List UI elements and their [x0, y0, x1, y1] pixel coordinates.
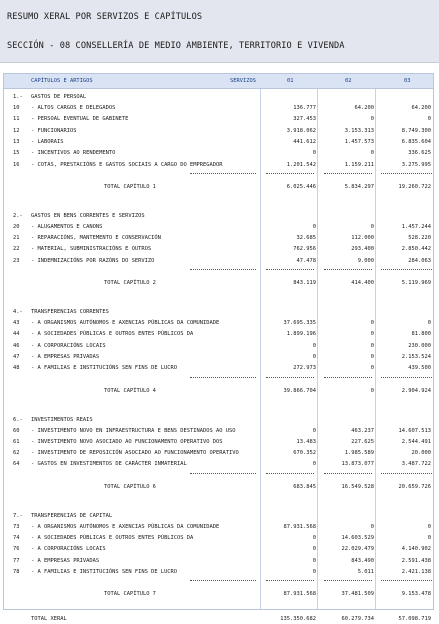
table-row — [4, 104, 433, 113]
row-description: TOTAL XERAL — [31, 616, 67, 623]
row-code: 20 — [13, 223, 20, 230]
row-description: - INVESTIMENTO NOVO ASOCIADO AO FUNCIONAMENTO OPERATIVO DOS — [31, 438, 223, 445]
value-service-03: 14.607.513 — [398, 427, 431, 434]
value-service-02: 64.200 — [354, 105, 374, 111]
value-service-01: 0 — [312, 342, 316, 349]
value-service-02: 293.400 — [351, 246, 374, 253]
row-description: - A SOCIEDADES PÚBLICAS E OUTROS ENTES PÚBLICOS DA — [31, 535, 194, 541]
row-code: 16 — [13, 161, 20, 168]
value-service-01: 843.119 — [293, 280, 316, 286]
value-service-01: 441.612 — [293, 138, 316, 145]
total-separator — [381, 377, 432, 378]
value-service-03: 0 — [427, 523, 431, 530]
table-row — [4, 438, 433, 447]
value-service-02: 112.000 — [351, 235, 374, 242]
row-description: - FUNCIONARIOS — [31, 127, 77, 134]
chapter-heading-row — [4, 416, 433, 425]
table-row — [4, 460, 433, 469]
value-service-02: 227.625 — [351, 438, 374, 445]
total-separator — [190, 473, 256, 474]
value-service-03: 20.659.726 — [398, 483, 431, 490]
row-description: TOTAL CAPÍTULO 4 — [104, 387, 156, 394]
total-separator — [324, 269, 372, 270]
budget-table — [3, 73, 434, 623]
value-service-01: 1.899.196 — [286, 331, 316, 338]
total-separator — [266, 269, 314, 270]
value-service-03: 5.119.969 — [401, 280, 431, 286]
table-row — [4, 115, 433, 124]
table-row — [4, 557, 433, 566]
row-code: 60 — [13, 427, 20, 434]
value-service-03: 2.591.438 — [401, 557, 431, 564]
table-row — [4, 234, 433, 243]
value-service-01: 0 — [312, 427, 316, 434]
row-code: 4.- — [13, 309, 23, 315]
row-description: GASTOS EN BENS CORRENTES E SERVIZOS — [31, 212, 145, 219]
total-separator — [324, 377, 372, 378]
row-description: TRANSFERENCIAS CORRENTES — [31, 309, 109, 315]
value-service-03: 2.904.924 — [401, 387, 431, 394]
value-service-01: 6.025.446 — [286, 183, 316, 190]
value-service-01: 39.866.704 — [283, 387, 316, 394]
value-service-02: 13.873.077 — [341, 461, 374, 468]
value-service-03: 0 — [427, 320, 431, 326]
value-service-03: 8.749.300 — [401, 127, 431, 134]
row-description: - INDEMNIZACIÓNS POR RAZÓNS DO SERVIZO — [31, 257, 155, 264]
total-separator — [324, 173, 372, 174]
table-row — [4, 545, 433, 554]
row-description: TOTAL CAPÍTULO 1 — [104, 183, 156, 190]
value-service-02: 1.457.573 — [344, 138, 374, 145]
value-service-03: 0 — [427, 535, 431, 541]
row-description: TOTAL CAPÍTULO 7 — [104, 591, 156, 598]
grand-total-row — [4, 615, 433, 624]
row-code: 1.- — [13, 94, 23, 100]
row-code: 78 — [13, 568, 20, 575]
value-service-01: 0 — [312, 557, 316, 564]
table-row — [4, 523, 433, 532]
value-service-03: 336.625 — [408, 150, 431, 157]
row-description: - A CORPORACIÓNS LOCAIS — [31, 546, 106, 553]
value-service-02: 0 — [370, 523, 374, 530]
value-service-03: 3.487.722 — [401, 461, 431, 468]
table-row — [4, 534, 433, 543]
value-service-02: 1.985.589 — [344, 450, 374, 457]
chapter-heading-row — [4, 308, 433, 317]
value-service-02: 14.603.529 — [341, 535, 374, 541]
row-description: - ALUGAMENTOS E CANONS — [31, 223, 103, 230]
table-row — [4, 223, 433, 232]
col-service-01: 01 — [287, 78, 294, 84]
value-service-03: 2.850.442 — [401, 246, 431, 253]
value-service-03: 6.835.604 — [401, 138, 431, 145]
value-service-03: 57.098.719 — [398, 616, 431, 623]
row-code: 23 — [13, 257, 20, 264]
row-code: 48 — [13, 365, 20, 372]
row-description: - A CORPORACIÓNS LOCAIS — [31, 342, 106, 349]
total-separator — [266, 580, 314, 581]
row-description: - A EMPRESAS PRIVADAS — [31, 557, 100, 564]
value-service-01: 136.777 — [293, 105, 316, 111]
value-service-02: 463.237 — [351, 427, 374, 434]
value-service-01: 47.478 — [296, 257, 316, 264]
value-service-03: 0 — [427, 116, 431, 123]
row-description: TRANSFERENCIAS DE CAPITAL — [31, 512, 113, 519]
table-row — [4, 149, 433, 158]
row-description: - INCENTIVOS AO RENDEMENTO — [31, 150, 116, 157]
row-code: 43 — [13, 320, 20, 326]
value-service-02: 0 — [370, 387, 374, 394]
row-code: 11 — [13, 116, 20, 123]
value-service-03: 1.457.244 — [401, 223, 431, 230]
row-code: 62 — [13, 450, 20, 457]
value-service-02: 37.481.509 — [341, 591, 374, 598]
value-service-03: 2.153.524 — [401, 353, 431, 360]
table-row — [4, 138, 433, 147]
table-column-header — [4, 74, 433, 89]
row-description: - A ORGANISMOS AUTÓNOMOS E AXENCIAS PÚBLICAS DA COMUNIDADE — [31, 320, 220, 326]
value-service-03: 2.421.138 — [401, 568, 431, 575]
row-code: 64 — [13, 461, 20, 468]
table-row — [4, 161, 433, 170]
table-row — [4, 257, 433, 266]
value-service-01: 37.695.335 — [283, 320, 316, 326]
row-code: 61 — [13, 438, 20, 445]
value-service-02: 414.400 — [351, 280, 374, 286]
value-service-02: 843.490 — [351, 557, 374, 564]
value-service-02: 16.549.528 — [341, 483, 374, 490]
total-separator — [324, 473, 372, 474]
value-service-01: 1.201.542 — [286, 161, 316, 168]
chapter-total-row — [4, 483, 433, 492]
value-service-01: 0 — [312, 461, 316, 468]
row-description: - A EMPRESAS PRIVADAS — [31, 353, 100, 360]
row-description: TOTAL CAPÍTULO 6 — [104, 483, 156, 490]
row-description: - A FAMILIAS E INSTITUCIÓNS SEN FINS DE LUCRO — [31, 365, 178, 372]
table-row — [4, 568, 433, 577]
row-description: - GASTOS EN INVESTIMENTOS DE CARÁCTER INMATERIAL — [31, 461, 187, 468]
value-service-01: 87.931.568 — [283, 523, 316, 530]
value-service-03: 284.063 — [408, 257, 431, 264]
row-code: 73 — [13, 523, 20, 530]
chapter-heading-row — [4, 212, 433, 221]
report-header — [0, 0, 439, 63]
row-description: - ALTOS CARGOS E DELEGADOS — [31, 105, 116, 111]
row-description: - LABORAIS — [31, 138, 64, 145]
row-code: 12 — [13, 127, 20, 134]
value-service-02: 0 — [370, 365, 374, 372]
table-row — [4, 427, 433, 436]
table-row — [4, 342, 433, 351]
total-separator — [190, 269, 256, 270]
value-service-02: 5.011 — [357, 568, 374, 575]
chapter-heading-row — [4, 93, 433, 102]
value-service-02: 22.029.479 — [341, 546, 374, 553]
value-service-02: 0 — [370, 150, 374, 157]
row-code: 7.- — [13, 512, 23, 519]
value-service-03: 9.153.478 — [401, 591, 431, 598]
value-service-03: 2.544.491 — [401, 438, 431, 445]
table-row — [4, 245, 433, 254]
value-service-01: 135.350.682 — [280, 616, 316, 623]
value-service-01: 0 — [312, 150, 316, 157]
value-service-01: 683.845 — [293, 483, 316, 490]
value-service-02: 3.153.313 — [344, 127, 374, 134]
value-service-02: 9.000 — [357, 257, 374, 264]
chapter-total-row — [4, 387, 433, 396]
value-service-03: 3.275.995 — [401, 161, 431, 168]
chapter-heading-row — [4, 512, 433, 521]
section-title: SECCIÓN - 08 CONSELLERÍA DE MEDIO AMBIENTE, TERRITORIO E VIVENDA — [7, 41, 345, 51]
value-service-03: 528.220 — [408, 235, 431, 242]
chapter-total-row — [4, 279, 433, 288]
value-service-03: 19.260.722 — [398, 183, 431, 190]
value-service-01: 272.973 — [293, 365, 316, 372]
table-row — [4, 353, 433, 362]
value-service-01: 0 — [312, 223, 316, 230]
row-code: 74 — [13, 535, 20, 541]
value-service-01: 0 — [312, 353, 316, 360]
row-description: - A SOCIEDADES PÚBLICAS E OUTROS ENTES PÚBLICOS DA — [31, 331, 194, 338]
value-service-03: 20.000 — [411, 450, 431, 457]
col-chapters-label: CAPÍTULOS E ARTIGOS — [31, 78, 93, 84]
total-separator — [381, 173, 432, 174]
row-description: GASTOS DE PERSOAL — [31, 94, 87, 100]
row-code: 21 — [13, 235, 20, 242]
row-code: 44 — [13, 331, 20, 338]
value-service-01: 13.483 — [296, 438, 316, 445]
row-code: 76 — [13, 546, 20, 553]
value-service-01: 32.685 — [296, 235, 316, 242]
value-service-01: 0 — [312, 535, 316, 541]
row-description: - INVESTIMENTO NOVO EN INFRAESTRUCTURA E BENS DESTINADOS AO USO — [31, 427, 236, 434]
row-description: TOTAL CAPÍTULO 2 — [104, 280, 156, 286]
total-separator — [190, 173, 256, 174]
value-service-02: 0 — [370, 320, 374, 326]
total-separator — [266, 377, 314, 378]
row-code: 47 — [13, 353, 20, 360]
total-separator — [381, 473, 432, 474]
total-separator — [190, 580, 256, 581]
total-separator — [266, 173, 314, 174]
table-row — [4, 364, 433, 373]
col-service-02: 02 — [345, 78, 352, 84]
total-separator — [381, 269, 432, 270]
total-separator — [190, 377, 256, 378]
row-code: 77 — [13, 557, 20, 564]
chapter-total-row — [4, 183, 433, 192]
table-row — [4, 127, 433, 136]
table-row — [4, 330, 433, 339]
chapter-total-row — [4, 590, 433, 599]
row-code: 22 — [13, 246, 20, 253]
row-description: - A FAMILIAS E INSTITUCIÓNS SEN FINS DE LUCRO — [31, 568, 178, 575]
value-service-03: 230.000 — [408, 342, 431, 349]
row-code: 2.- — [13, 212, 23, 219]
row-code: 46 — [13, 342, 20, 349]
report-title: RESUMO XERAL POR SERVIZOS E CAPÍTULOS — [7, 12, 203, 22]
value-service-02: 0 — [370, 331, 374, 338]
value-service-03: 64.200 — [411, 105, 431, 111]
total-separator — [266, 473, 314, 474]
row-code: 13 — [13, 138, 20, 145]
col-service-03: 03 — [404, 78, 411, 84]
total-separator — [381, 580, 432, 581]
value-service-03: 4.140.902 — [401, 546, 431, 553]
value-service-03: 81.800 — [411, 331, 431, 338]
row-description: - PERSOAL EVENTUAL DE GABINETE — [31, 116, 129, 123]
table-row — [4, 319, 433, 328]
value-service-01: 0 — [312, 568, 316, 575]
table-row — [4, 449, 433, 458]
row-description: - MATERIAL, SUBMINISTRACIÓNS E OUTROS — [31, 246, 152, 253]
row-description: - COTAS, PRESTACIÓNS E GASTOS SOCIAIS A CARGO DO EMPREGADOR — [31, 161, 223, 168]
value-service-01: 3.918.062 — [286, 127, 316, 134]
row-description: - REPARACIÓNS, MANTEMENTO E CONSERVACIÓN — [31, 235, 161, 242]
row-description: - A ORGANISMOS AUTÓNOMOS E AXENCIAS PÚBLICAS DA COMUNIDADE — [31, 523, 220, 530]
value-service-02: 0 — [370, 353, 374, 360]
value-service-01: 762.956 — [293, 246, 316, 253]
value-service-01: 670.352 — [293, 450, 316, 457]
value-service-02: 5.834.297 — [344, 183, 374, 190]
value-service-01: 87.931.568 — [283, 591, 316, 598]
col-services-label: SERVIZOS — [230, 78, 256, 84]
row-code: 6.- — [13, 416, 23, 423]
total-separator — [324, 580, 372, 581]
value-service-02: 0 — [370, 223, 374, 230]
value-service-02: 0 — [370, 342, 374, 349]
row-description: - INVESTIMENTO DE REPOSICIÓN ASOCIADO AO FUNCIONAMENTO OPERATIVO — [31, 450, 239, 457]
value-service-02: 60.279.734 — [341, 616, 374, 623]
value-service-02: 0 — [370, 116, 374, 123]
value-service-01: 327.453 — [293, 116, 316, 123]
row-code: 15 — [13, 150, 20, 157]
value-service-03: 439.500 — [408, 365, 431, 372]
row-code: 10 — [13, 105, 20, 111]
value-service-02: 1.159.211 — [344, 161, 374, 168]
row-description: INVESTIMENTOS REAIS — [31, 416, 93, 423]
value-service-01: 0 — [312, 546, 316, 553]
